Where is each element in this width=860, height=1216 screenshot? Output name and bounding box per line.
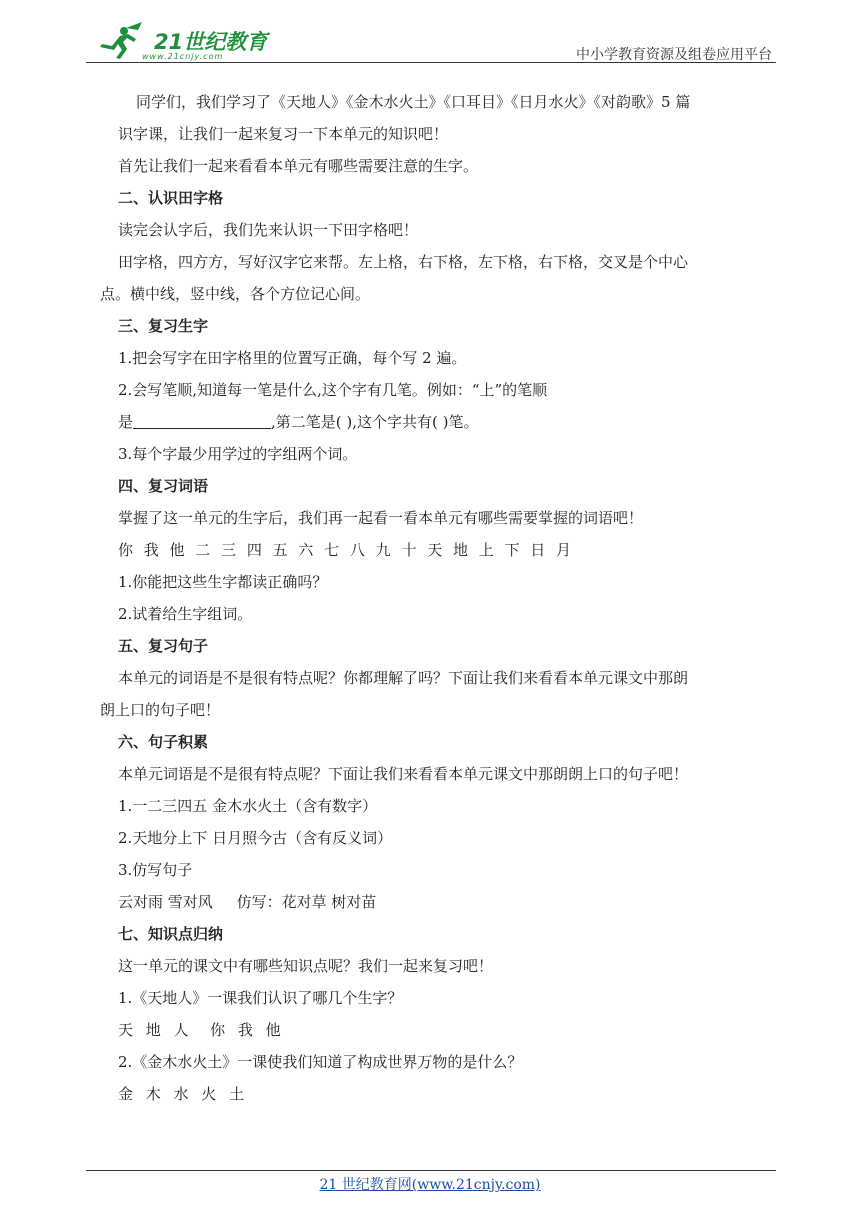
section7-item-2: 2.《金木水火土》一课使我们知道了构成世界万物的是什么？ [118, 1053, 523, 1071]
section4-paragraph-1: 掌握了这一单元的生字后，我们再一起看一看本单元有哪些需要掌握的词语吧！ [118, 509, 644, 527]
section2-paragraph-1: 读完会认字后，我们先来认识一下田字格吧！ [118, 221, 419, 239]
section3-item-2-cont [118, 406, 778, 438]
section4-item-1: 1.你能把这些生字都读正确吗？ [118, 573, 328, 591]
platform-name: 中小学教育资源及组卷应用平台 [576, 47, 772, 63]
section2-paragraph-2-line2: 点。横中线，竖中线，各个方位记心间。 [100, 285, 371, 303]
logo-text: 21世纪教育 [154, 30, 268, 54]
page-header [86, 22, 776, 63]
section3-item-2: 2.会写笔顺,知道每一笔是什么,这个字有几笔。例如：“上”的笔顺 [118, 381, 548, 399]
section4-item-2: 2.试着给生字组词。 [118, 605, 253, 623]
section7-item-1: 1.《天地人》一课我们认识了哪几个生字？ [118, 989, 403, 1007]
section6-item-3: 3.仿写句子 [118, 861, 193, 879]
section5-paragraph-line1: 本单元的词语是不是很有特点呢？你都理解了吗？下面让我们来看看本单元课文中那朗 [118, 669, 689, 687]
section-heading-7: 七、知识点归纳 [118, 925, 224, 943]
intro-paragraph-line2: 识字课，让我们一起来复习一下本单元的知识吧！ [118, 125, 449, 143]
section7-item-2-answer: 金 木 水 火 土 [118, 1085, 249, 1103]
section-heading-3: 三、复习生字 [118, 317, 209, 335]
intro-paragraph-2: 首先让我们一起来看看本单元有哪些需要注意的生字。 [118, 157, 479, 175]
document-body [100, 86, 778, 1110]
text-fragment: 是 [118, 413, 134, 431]
section-heading-4: 四、复习词语 [118, 477, 209, 495]
section6-item-1: 1.一二三四五 金木水火土（含有数字） [118, 797, 378, 815]
logo [90, 22, 270, 60]
footer-link[interactable]: 21 世纪教育网(www.21cnjy.com) [319, 1177, 541, 1193]
section4-character-list: 你 我 他 二 三 四 五 六 七 八 九 十 天 地 上 下 日 月 [118, 541, 575, 559]
section3-item-3: 3.每个字最少用学过的字组两个词。 [118, 445, 358, 463]
section7-paragraph-1: 这一单元的课文中有哪些知识点呢？我们一起来复习吧！ [118, 957, 494, 975]
intro-paragraph-line1: 同学们，我们学习了《天地人》《金木水火土》《口耳目》《日月水火》《对韵歌》5 篇 [136, 93, 691, 111]
section-heading-6: 六、句子积累 [118, 733, 209, 751]
text-fragment: ,第二笔是( ),这个字共有( )笔。 [271, 413, 479, 431]
runner-logo-icon [90, 22, 150, 60]
section-heading-5: 五、复习句子 [118, 637, 209, 655]
fill-blank[interactable] [133, 412, 271, 429]
section6-example: 云对雨 雪对风 仿写：花对草 树对苗 [118, 893, 377, 911]
logo-url: www.21cnjy.com [142, 52, 224, 61]
section3-item-1: 1.把会写字在田字格里的位置写正确，每个写 2 遍。 [118, 349, 467, 367]
section-heading-2: 二、认识田字格 [118, 189, 224, 207]
footer-divider [86, 1170, 776, 1171]
section7-item-1-answer: 天 地 人 你 我 他 [118, 1021, 285, 1039]
section2-paragraph-2-line1: 田字格，四方方，写好汉字它来帮。左上格，右下格，左下格，右下格，交叉是个中心 [118, 253, 689, 271]
section6-item-2: 2.天地分上下 日月照今古（含有反义词） [118, 829, 393, 847]
section5-paragraph-line2: 朗上口的句子吧！ [100, 701, 221, 719]
section6-paragraph-1: 本单元词语是不是很有特点呢？下面让我们来看看本单元课文中那朗朗上口的句子吧！ [118, 765, 689, 783]
